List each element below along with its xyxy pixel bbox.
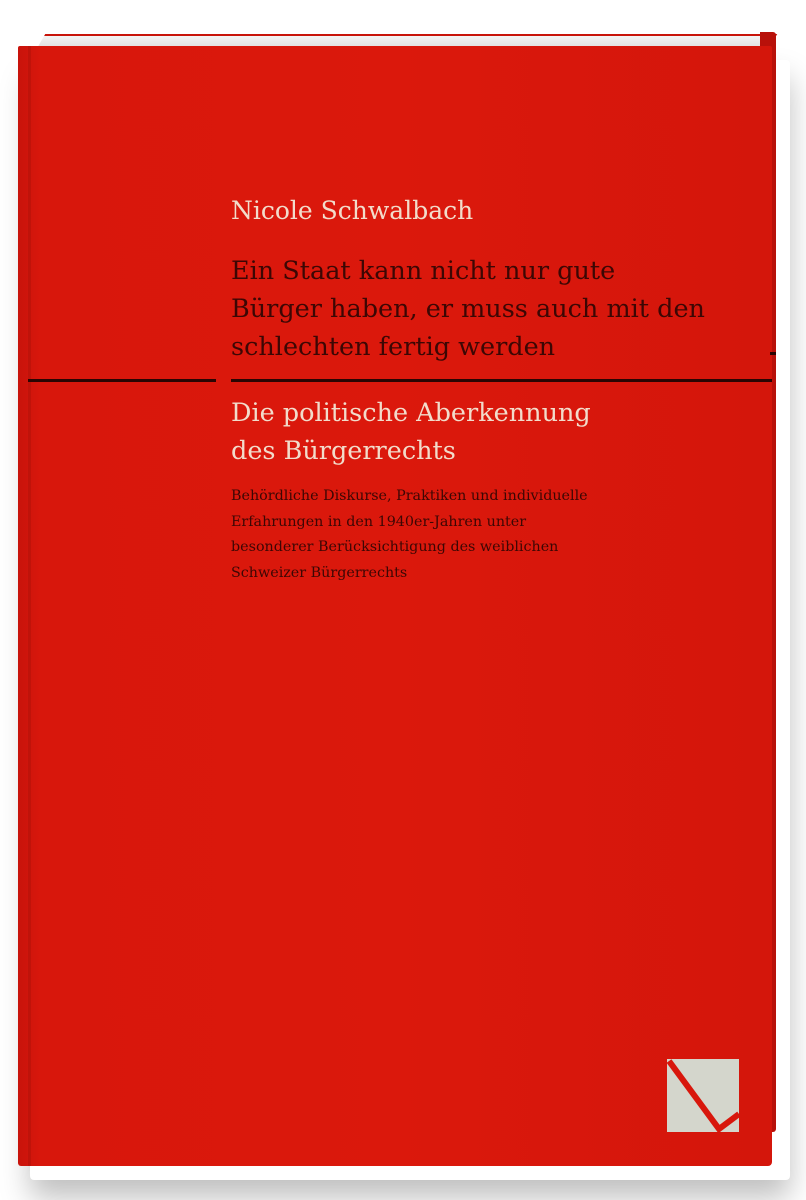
title-line: Bürger haben, er muss auch mit den <box>231 294 705 324</box>
publisher-logo-icon <box>667 1059 739 1132</box>
subtitle-line: Die politische Aberkennung <box>231 398 591 428</box>
description-line: besonderer Berücksichtigung des weiblichen <box>231 539 559 555</box>
description-line: Behördliche Diskurse, Praktiken und individuelle <box>231 488 588 504</box>
cover-hinge <box>28 46 31 1166</box>
divider-tick <box>770 352 776 355</box>
book-title <box>231 252 705 366</box>
divider-right <box>231 379 772 382</box>
title-line: schlechten fertig werden <box>231 332 556 362</box>
description-line: Erfahrungen in den 1940er-Jahren unter <box>231 513 527 530</box>
divider-left <box>28 379 216 382</box>
description-line: Schweizer Bürgerrechts <box>231 564 408 581</box>
book-description <box>231 484 588 586</box>
subtitle-line: des Bürgerrechts <box>231 436 456 466</box>
author-name: Nicole Schwalbach <box>231 196 474 225</box>
title-line: Ein Staat kann nicht nur gute <box>231 256 616 286</box>
book-subtitle <box>231 394 591 470</box>
